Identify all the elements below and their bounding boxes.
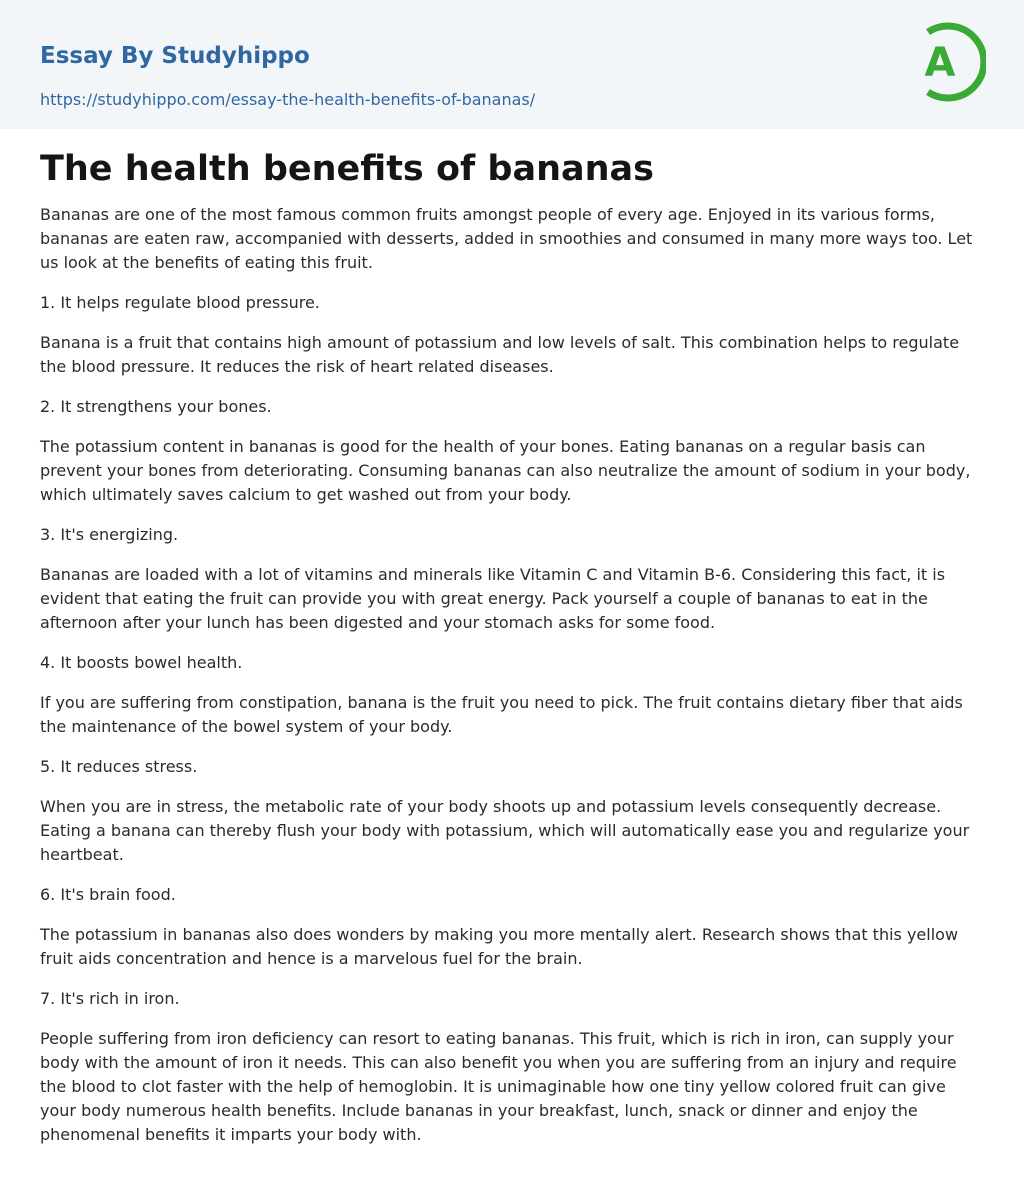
benefit-heading-4: 4. It boosts bowel health.	[40, 653, 243, 672]
benefit-paragraph-4: If you are suffering from constipation, banana is the fruit you need to pick. The fruit contains dietary fiber that aids the maintenance of the bowel system of your body.	[40, 693, 963, 736]
benefit-heading-3: 3. It's energizing.	[40, 525, 179, 544]
brand-title: Essay By Studyhippo	[40, 43, 310, 69]
benefit-heading-1: 1. It helps regulate blood pressure.	[40, 293, 320, 312]
essay-url-link[interactable]: https://studyhippo.com/essay-the-health-benefits-of-bananas/	[40, 90, 536, 109]
site-header	[0, 0, 1024, 129]
benefit-paragraph-1: Banana is a fruit that contains high amount of potassium and low levels of salt. This combination helps to regulate the blood pressure. It reduces the risk of heart related diseases.	[40, 333, 960, 376]
benefit-heading-7: 7. It's rich in iron.	[40, 989, 180, 1008]
benefit-paragraph-7: People suffering from iron deficiency can resort to eating bananas. This fruit, which is rich in iron, can supply your body with the amount of iron it needs. This can also benefit you when you are suffering from an injury and require the blood to clot faster with the help of hemoglobin. It is unimaginable how one tiny yellow colored fruit can give your body numerous health benefits. Include bananas in your breakfast, lunch, snack or dinner and enjoy the phenomenal benefits it imparts your body with.	[40, 1029, 957, 1144]
benefit-paragraph-3: Bananas are loaded with a lot of vitamins and minerals like Vitamin C and Vitamin B-6. Considering this fact, it is evident that eating the fruit can provide you with great energy. Pack yourself a couple of bananas to eat in the afternoon after your lunch has been digested and your stomach asks for some food.	[40, 565, 946, 632]
benefit-paragraph-5: When you are in stress, the metabolic rate of your body shoots up and potassium levels consequently decrease. Eating a banana can thereby flush your body with potassium, which will automatically ease you and regularize your heartbeat.	[40, 797, 970, 864]
essay-content	[0, 149, 1024, 1147]
logo-letter: A	[924, 40, 956, 86]
studyhippo-logo-icon[interactable]	[914, 18, 986, 106]
benefit-heading-2: 2. It strengthens your bones.	[40, 397, 272, 416]
intro-paragraph: Bananas are one of the most famous common fruits amongst people of every age. Enjoyed in its various forms, bananas are eaten raw, accompanied with desserts, added in smoothies and consumed in many more ways too. Let us look at the benefits of eating this fruit.	[40, 205, 973, 272]
benefit-heading-5: 5. It reduces stress.	[40, 757, 198, 776]
benefit-paragraph-2: The potassium content in bananas is good for the health of your bones. Eating bananas on a regular basis can prevent your bones from deteriorating. Consuming bananas can also neutralize the amount of sodium in your body, which ultimately saves calcium to get washed out from your body.	[40, 437, 971, 504]
benefit-heading-6: 6. It's brain food.	[40, 885, 176, 904]
page-title: The health benefits of bananas	[40, 149, 654, 189]
benefit-paragraph-6: The potassium in bananas also does wonders by making you more mentally alert. Research shows that this yellow fruit aids concentration and hence is a marvelous fuel for the brain.	[40, 925, 959, 968]
